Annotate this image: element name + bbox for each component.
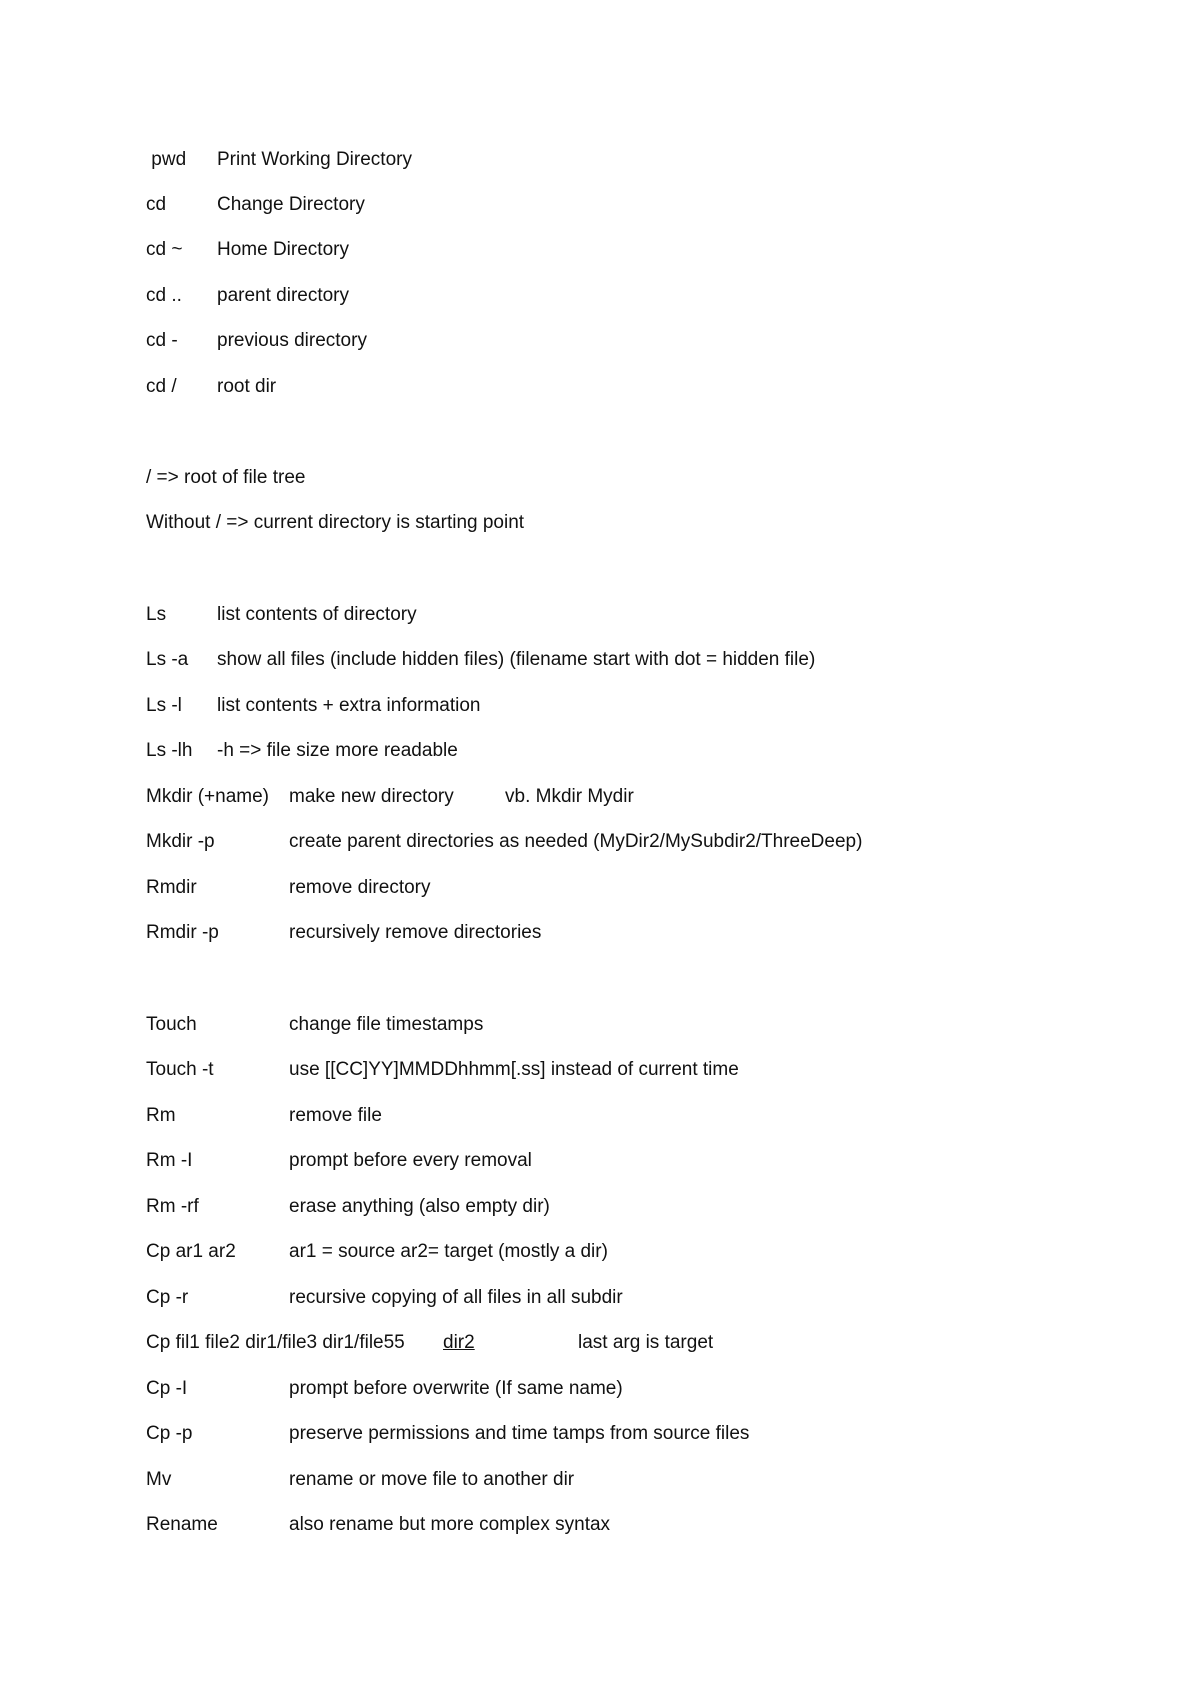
command-name: Mkdir (+name) (146, 786, 269, 807)
command-description: previous directory (217, 330, 367, 351)
command-description: preserve permissions and time tamps from source files (289, 1423, 750, 1444)
path-note: / => root of file tree (146, 467, 306, 488)
command-name: Rm (146, 1105, 176, 1126)
command-name: Cp -r (146, 1287, 189, 1308)
command-description: list contents + extra information (217, 695, 481, 716)
command-description: recursive copying of all files in all subdir (289, 1287, 623, 1308)
command-description: Print Working Directory (217, 149, 412, 170)
command-description: remove file (289, 1105, 382, 1126)
command-description: make new directory (289, 786, 454, 807)
command-name: cd - (146, 330, 178, 351)
command-name: Cp -I (146, 1378, 188, 1399)
command-description: parent directory (217, 285, 350, 306)
command-name: Mv (146, 1469, 172, 1490)
command-name: Rm -rf (146, 1196, 199, 1217)
command-name: Mkdir -p (146, 831, 215, 852)
command-name: cd .. (146, 285, 182, 306)
command-target: dir2 (443, 1332, 475, 1353)
command-name: cd / (146, 376, 177, 397)
command-example: vb. Mkdir Mydir (505, 786, 634, 807)
command-name: Touch (146, 1014, 197, 1035)
command-name: Touch -t (146, 1059, 214, 1080)
command-description: erase anything (also empty dir) (289, 1196, 550, 1217)
command-name: Ls -lh (146, 740, 193, 761)
command-description: recursively remove directories (289, 922, 542, 943)
command-name: pwd (146, 149, 187, 170)
command-description: create parent directories as needed (MyDir2/MySubdir2/ThreeDeep) (289, 831, 863, 852)
command-name: Rename (146, 1514, 218, 1535)
command-description: show all files (include hidden files) (filename start with dot = hidden file) (217, 649, 816, 670)
command-description: root dir (217, 376, 277, 397)
command-description: ar1 = source ar2= target (mostly a dir) (289, 1241, 608, 1262)
command-description: change file timestamps (289, 1014, 484, 1035)
command-description: -h => file size more readable (217, 740, 458, 761)
command-name: Ls -a (146, 649, 189, 670)
command-name: Ls -l (146, 695, 182, 716)
command-description: also rename but more complex syntax (289, 1514, 611, 1535)
command-name: Cp -p (146, 1423, 193, 1444)
command-description: remove directory (289, 877, 431, 898)
command-description: prompt before overwrite (If same name) (289, 1378, 623, 1399)
command-description: rename or move file to another dir (289, 1469, 575, 1490)
command-name: Rm -I (146, 1150, 193, 1171)
command-name: Cp ar1 ar2 (146, 1241, 236, 1262)
command-description: Change Directory (217, 194, 365, 215)
path-note: Without / => current directory is starting point (146, 512, 525, 533)
command-name: cd (146, 194, 167, 215)
command-description: use [[CC]YY]MMDDhhmm[.ss] instead of current time (289, 1059, 739, 1080)
command-description: last arg is target (578, 1332, 714, 1353)
command-name: Cp fil1 file2 dir1/file3 dir1/file55 (146, 1332, 405, 1353)
command-description: prompt before every removal (289, 1150, 532, 1171)
command-name: Ls (146, 604, 167, 625)
command-name: cd ~ (146, 239, 183, 260)
command-description: Home Directory (217, 239, 349, 260)
command-name: Rmdir (146, 877, 197, 898)
command-description: list contents of directory (217, 604, 417, 625)
command-name: Rmdir -p (146, 922, 219, 943)
